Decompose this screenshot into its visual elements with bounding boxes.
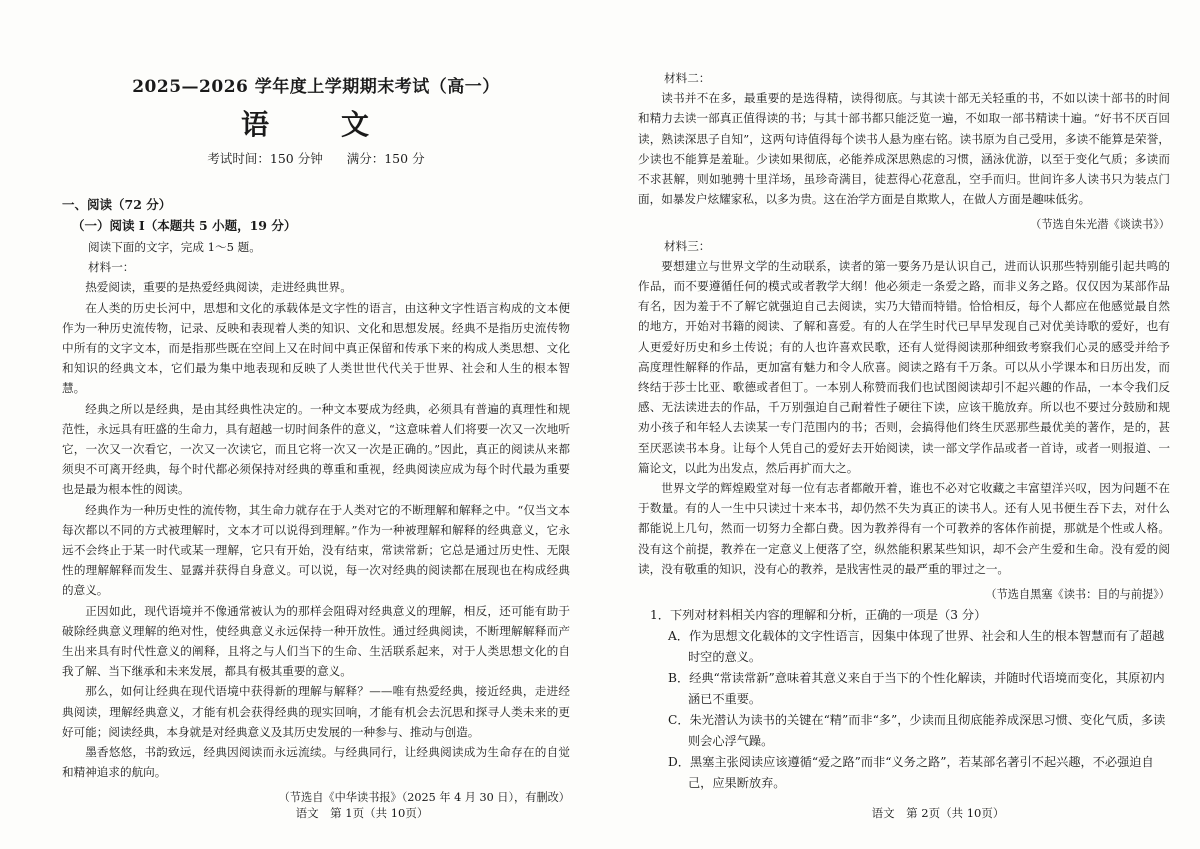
page-footer: 语文 第 2页（共 10页） <box>871 806 1005 820</box>
material-label: 材料二： <box>664 71 711 85</box>
question-stem: 1．下列对材料相关内容的理解和分析，正确的一项是（3 分） <box>650 608 987 623</box>
paragraph: 在人类的历史长河中，思想和文化的承载体是文字性的语言，由这种文字性语言构成的文本便作为一种历史流传物，记录、反映和表现着人类的知识、文化和思想发展。经典不是指历史流传物中所有的文字文本，而是指那些既在空间上又在时间中真正保留和传承下来的构成人类思想、文化和知识的经典文本，它们最为集中地表现和反映了人类世世代代关于世界、社会和人生的根本智慧。 <box>62 300 570 396</box>
option-b: B．经典“常读常新”意味着其意义来自于当下的个性化解读，并随时代语境而变化，其原初内涵已不重要。 <box>668 671 1165 707</box>
material-label: 材料一： <box>88 260 135 275</box>
exam-info <box>62 149 570 167</box>
source-citation: （节选自朱光潜《谈读书》） <box>1030 218 1170 232</box>
paragraph: 那么，如何让经典在现代语境中获得新的理解与解释？——唯有热爱经典，接近经典，走进经典阅读，理解经典意义，才能有机会获得经典的现实回响，才能有机会去沉思和探寻人类未来的更好可能；阅读经典，本身就是对经典意义及其历史发展的一种参与、推动与创造。 <box>62 684 570 739</box>
paragraph: 世界文学的辉煌殿堂对每一位有志者都敞开着，谁也不必对它收藏之丰富望洋兴叹，因为问题不在于数量。有的人一生中只读过十来本书，却仍然不失为真正的读书人。还有人见书便生吞下去，对什么都能说上几句，然而一切努力全都白费。因为教养得有一个可教养的客体作前提，那就是个性或人格。没有这个前提，教养在一定意义上便落了空，纵然能积累某些知识，却不会产生爱和生命。没有爱的阅读，没有敬重的知识，没有心的教养，是戕害性灵的最严重的罪过之一。 <box>638 481 1170 576</box>
instruction: 阅读下面的文字，完成 1～5 题。 <box>88 240 261 254</box>
material-label: 材料三： <box>664 238 711 253</box>
section-heading: 一、阅读（72 分） <box>62 197 172 212</box>
paragraph: 要想建立与世界文学的生动联系，读者的第一要务乃是认识自己，进而认识那些特别能引起共鸣的作品，而不要遵循任何的模式或者教学大纲！他必须走一条爱之路，而非义务之路。仅仅因为某部作品有名，因为羞于不了解它就强迫自己去阅读，实乃大错而特错。恰恰相反，每个人都应在他感觉最自然的地方，开始对书籍的阅读、了解和喜爱。有的人在学生时代已早早发现自己对优美诗歌的爱好，也有人更爱好历史和乡土传说；有的人也许喜欢民歌，还有人觉得阅读那种细致考察我们心灵的感受并给予高度理性解释的作品，更加富有魅力和令人欣喜。阅读之路有千万条。可以从小学课本和日历出发，而终结于莎士比亚、歌德或者但丁。一本别人称赞而我们也试图阅读却引不起兴趣的作品，一本令我们反感、无法读进去的作品，千万别强迫自己耐着性子硬往下读，应该干脆放弃。所以也不要过分鼓励和规劝小孩子和年轻人去读某一专门范围内的书；否则，会搞得他们终生厌恶那些最优美的著作，是的，甚至厌恶读书本身。让每个人凭自己的爱好去开始阅读，读一部文学作品或者一首诗，或者一则报道、一篇论文，以此为出发点，然后再扩而大之。 <box>638 258 1170 475</box>
source-citation: （节选自《中华读书报》（2025 年 4 月 30 日），有删改） <box>278 791 570 805</box>
page-2 <box>600 0 1200 849</box>
paragraph: 经典之所以是经典，是由其经典性决定的。一种文本要成为经典，必须具有普遍的真理性和规范性，永远具有旺盛的生命力，具有超越一切时间条件的意义，“这意味着人们将要一次又一次地听它，一次又一次看它，一次又一次读它，而且它将一次又一次是正确的。”因此，真正的阅读从来都须臾不可离开经典，每个时代都必须保持对经典的尊重和重视，经典阅读应成为每个时代最为重要也是最为根本性的阅读。 <box>62 401 570 497</box>
option-a: A．作为思想文化载体的文字性语言，因集中体现了世界、社会和人生的根本智慧而有了超越时空的意义。 <box>668 629 1165 665</box>
option-d: D．黑塞主张阅读应该遵循“爱之路”而非“义务之路”，若某部名著引不起兴趣，不必强迫自己，应果断放弃。 <box>668 755 1154 791</box>
exam-title: 2025—2026 学年度上学期期末考试（高一） <box>132 77 500 97</box>
subsection-heading: （一）阅读 I（本题共 5 小题，19 分） <box>72 218 297 233</box>
paragraph: 读书并不在多，最重要的是选得精，读得彻底。与其读十部无关轻重的书，不如以读十部书的时间和精力去读一部真正值得读的书；与其十部书都只能泛览一遍，不如取一部书精读十遍。“好书不厌百回读，熟读深思子自知”，这两句诗值得每个读书人悬为座右铭。读书原为自己受用，多读不能算是荣誉，少读也不能算是羞耻。少读如果彻底，必能养成深思熟虑的习惯，涵泳优游，以至于变化气质；多读而不求甚解，则如驰骋十里洋场，虽珍奇满目，徒惹得心花意乱，空手而归。世间许多人读书只为装点门面，如暴发户炫耀家私，以多为贵。这在治学方面是自欺欺人，在做人方面是趣味低劣。 <box>638 91 1170 207</box>
page-footer: 语文 第 1页（共 10页） <box>295 806 429 820</box>
paragraph: 经典作为一种历史性的流传物，其生命力就存在于人类对它的不断理解和解释之中。“仅当文本每次都以不同的方式被理解时，文本才可以说得到理解。”作为一种被理解和解释的经典意义，它永远不会终止于某一时代或某一理解，它只有开始，没有结束，常读常新；它总是通过历史性、无限性的理解解释而发生、显露并获得自身意义。可以说，每一次对经典的阅读都在展现也在构成经典的意义。 <box>62 502 570 598</box>
paragraph: 热爱阅读，重要的是热爱经典阅读，走进经典世界。 <box>85 280 352 295</box>
paragraph: 正因如此，现代语境并不像通常被认为的那样会阻碍对经典意义的理解，相反，还可能有助于破除经典意义理解的绝对性，使经典意义永远保持一种开放性。通过经典阅读，不断理解解释而产生出来具有时代性意义的阐释，且将之与人们当下的生命、生活联系起来，对于人类思想文化的自我了解、当下继承和未来发展，都具有极其重要的意义。 <box>62 603 570 679</box>
source-citation: （节选自黑塞《读书：目的与前提》） <box>985 588 1170 602</box>
subject-title: 语 文 <box>240 108 391 141</box>
exam-score: 满分：150 分 <box>346 151 425 166</box>
exam-time: 考试时间：150 分钟 <box>207 151 323 166</box>
paragraph: 墨香悠悠，书韵致远，经典因阅读而永远流续。与经典同行，让经典阅读成为生命存在的自觉和精神追求的航向。 <box>62 745 570 780</box>
option-c: C．朱光潜认为读书的关键在“精”而非“多”，少读而且彻底能养成深思习惯、变化气质，多读则会心浮气躁。 <box>668 713 1166 749</box>
